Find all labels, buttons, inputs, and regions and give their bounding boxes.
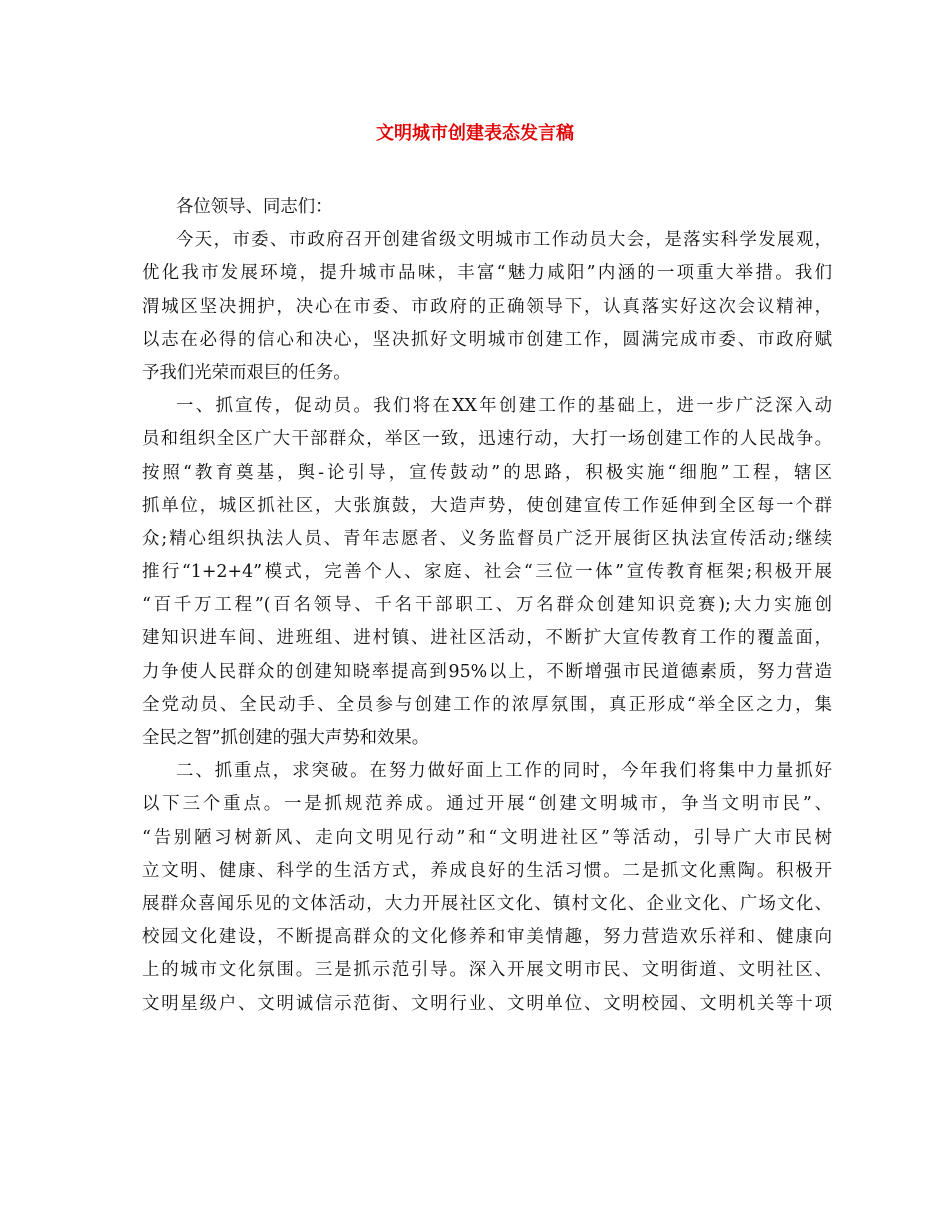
paragraph-line: 二、抓重点，求突破。在努力做好面上工作的同时，今年我们将集中力量抓好 [176,761,832,782]
paragraph-line: 渭城区坚决拥护，决心在市委、市政府的正确领导下，认真落实好这次会议精神， [142,296,832,317]
paragraph-line: 以下三个重点。一是抓规范养成。通过开展“创建文明城市，争当文明市民”、 [142,794,832,815]
paragraph-line: 校园文化建设，不断提高群众的文化修养和审美情趣，努力营造欢乐祥和、健康向 [142,927,832,948]
paragraph-line: 以志在必得的信心和决心，坚决抓好文明城市创建工作，圆满完成市委、市政府赋 [142,329,832,350]
paragraph-line: “百千万工程”(百名领导、千名干部职工、万名群众创建知识竞赛);大力实施创 [142,595,832,616]
paragraph-line: 上的城市文化氛围。三是抓示范引导。深入开展文明市民、文明街道、文明社区、 [142,960,832,981]
paragraph-line: 展群众喜闻乐见的文体活动，大力开展社区文化、镇村文化、企业文化、广场文化、 [142,893,832,914]
paragraph-line: 全党动员、全民动手、全员参与创建工作的浓厚氛围，真正形成“举全区之力，集 [142,694,832,715]
paragraph-line: 予我们光荣而艰巨的任务。 [142,362,351,383]
paragraph-line: 优化我市发展环境，提升城市品味，丰富“魅力咸阳”内涵的一项重大举措。我们 [142,263,832,284]
salutation-line: 各位领导、同志们： [176,197,333,217]
paragraph-line: 抓单位，城区抓社区，大张旗鼓，大造声势，使创建宣传工作延伸到全区每一个群 [142,495,832,516]
paragraph-line: 全民之智”抓创建的强大声势和效果。 [142,728,430,748]
paragraph-line: 文明星级户、文明诚信示范街、文明行业、文明单位、文明校园、文明机关等十项 [142,993,832,1014]
document-title: 文明城市创建表态发言稿 [376,123,574,144]
paragraph-line: “告别陋习树新风、走向文明见行动”和“文明进社区”等活动，引导广大市民树 [142,827,832,848]
paragraph-line: 员和组织全区广大干部群众，举区一致，迅速行动，大打一场创建工作的人民战争。 [142,429,832,450]
paragraph-line: 立文明、健康、科学的生活方式，养成良好的生活习惯。二是抓文化熏陶。积极开 [142,860,832,881]
document-body [142,191,832,1021]
paragraph-line: 推行“1+2+4”模式，完善个人、家庭、社会“三位一体”宣传教育框架;积极开展 [142,562,832,583]
paragraph-line: 今天，市委、市政府召开创建省级文明城市工作动员大会，是落实科学发展观， [176,230,832,251]
paragraph-line: 按照“教育奠基，舆-论引导，宣传鼓动”的思路，积极实施“细胞”工程，辖区 [142,462,832,483]
paragraph-line: 力争使人民群众的创建知晓率提高到95%以上，不断增强市民道德素质，努力营造 [142,661,832,682]
paragraph-line: 一、抓宣传，促动员。我们将在XX年创建工作的基础上，进一步广泛深入动 [176,396,832,417]
paragraph-line: 建知识进车间、进班组、进村镇、进社区活动，不断扩大宣传教育工作的覆盖面， [142,628,832,649]
paragraph-line: 众;精心组织执法人员、青年志愿者、义务监督员广泛开展街区执法宣传活动;继续 [142,528,832,549]
